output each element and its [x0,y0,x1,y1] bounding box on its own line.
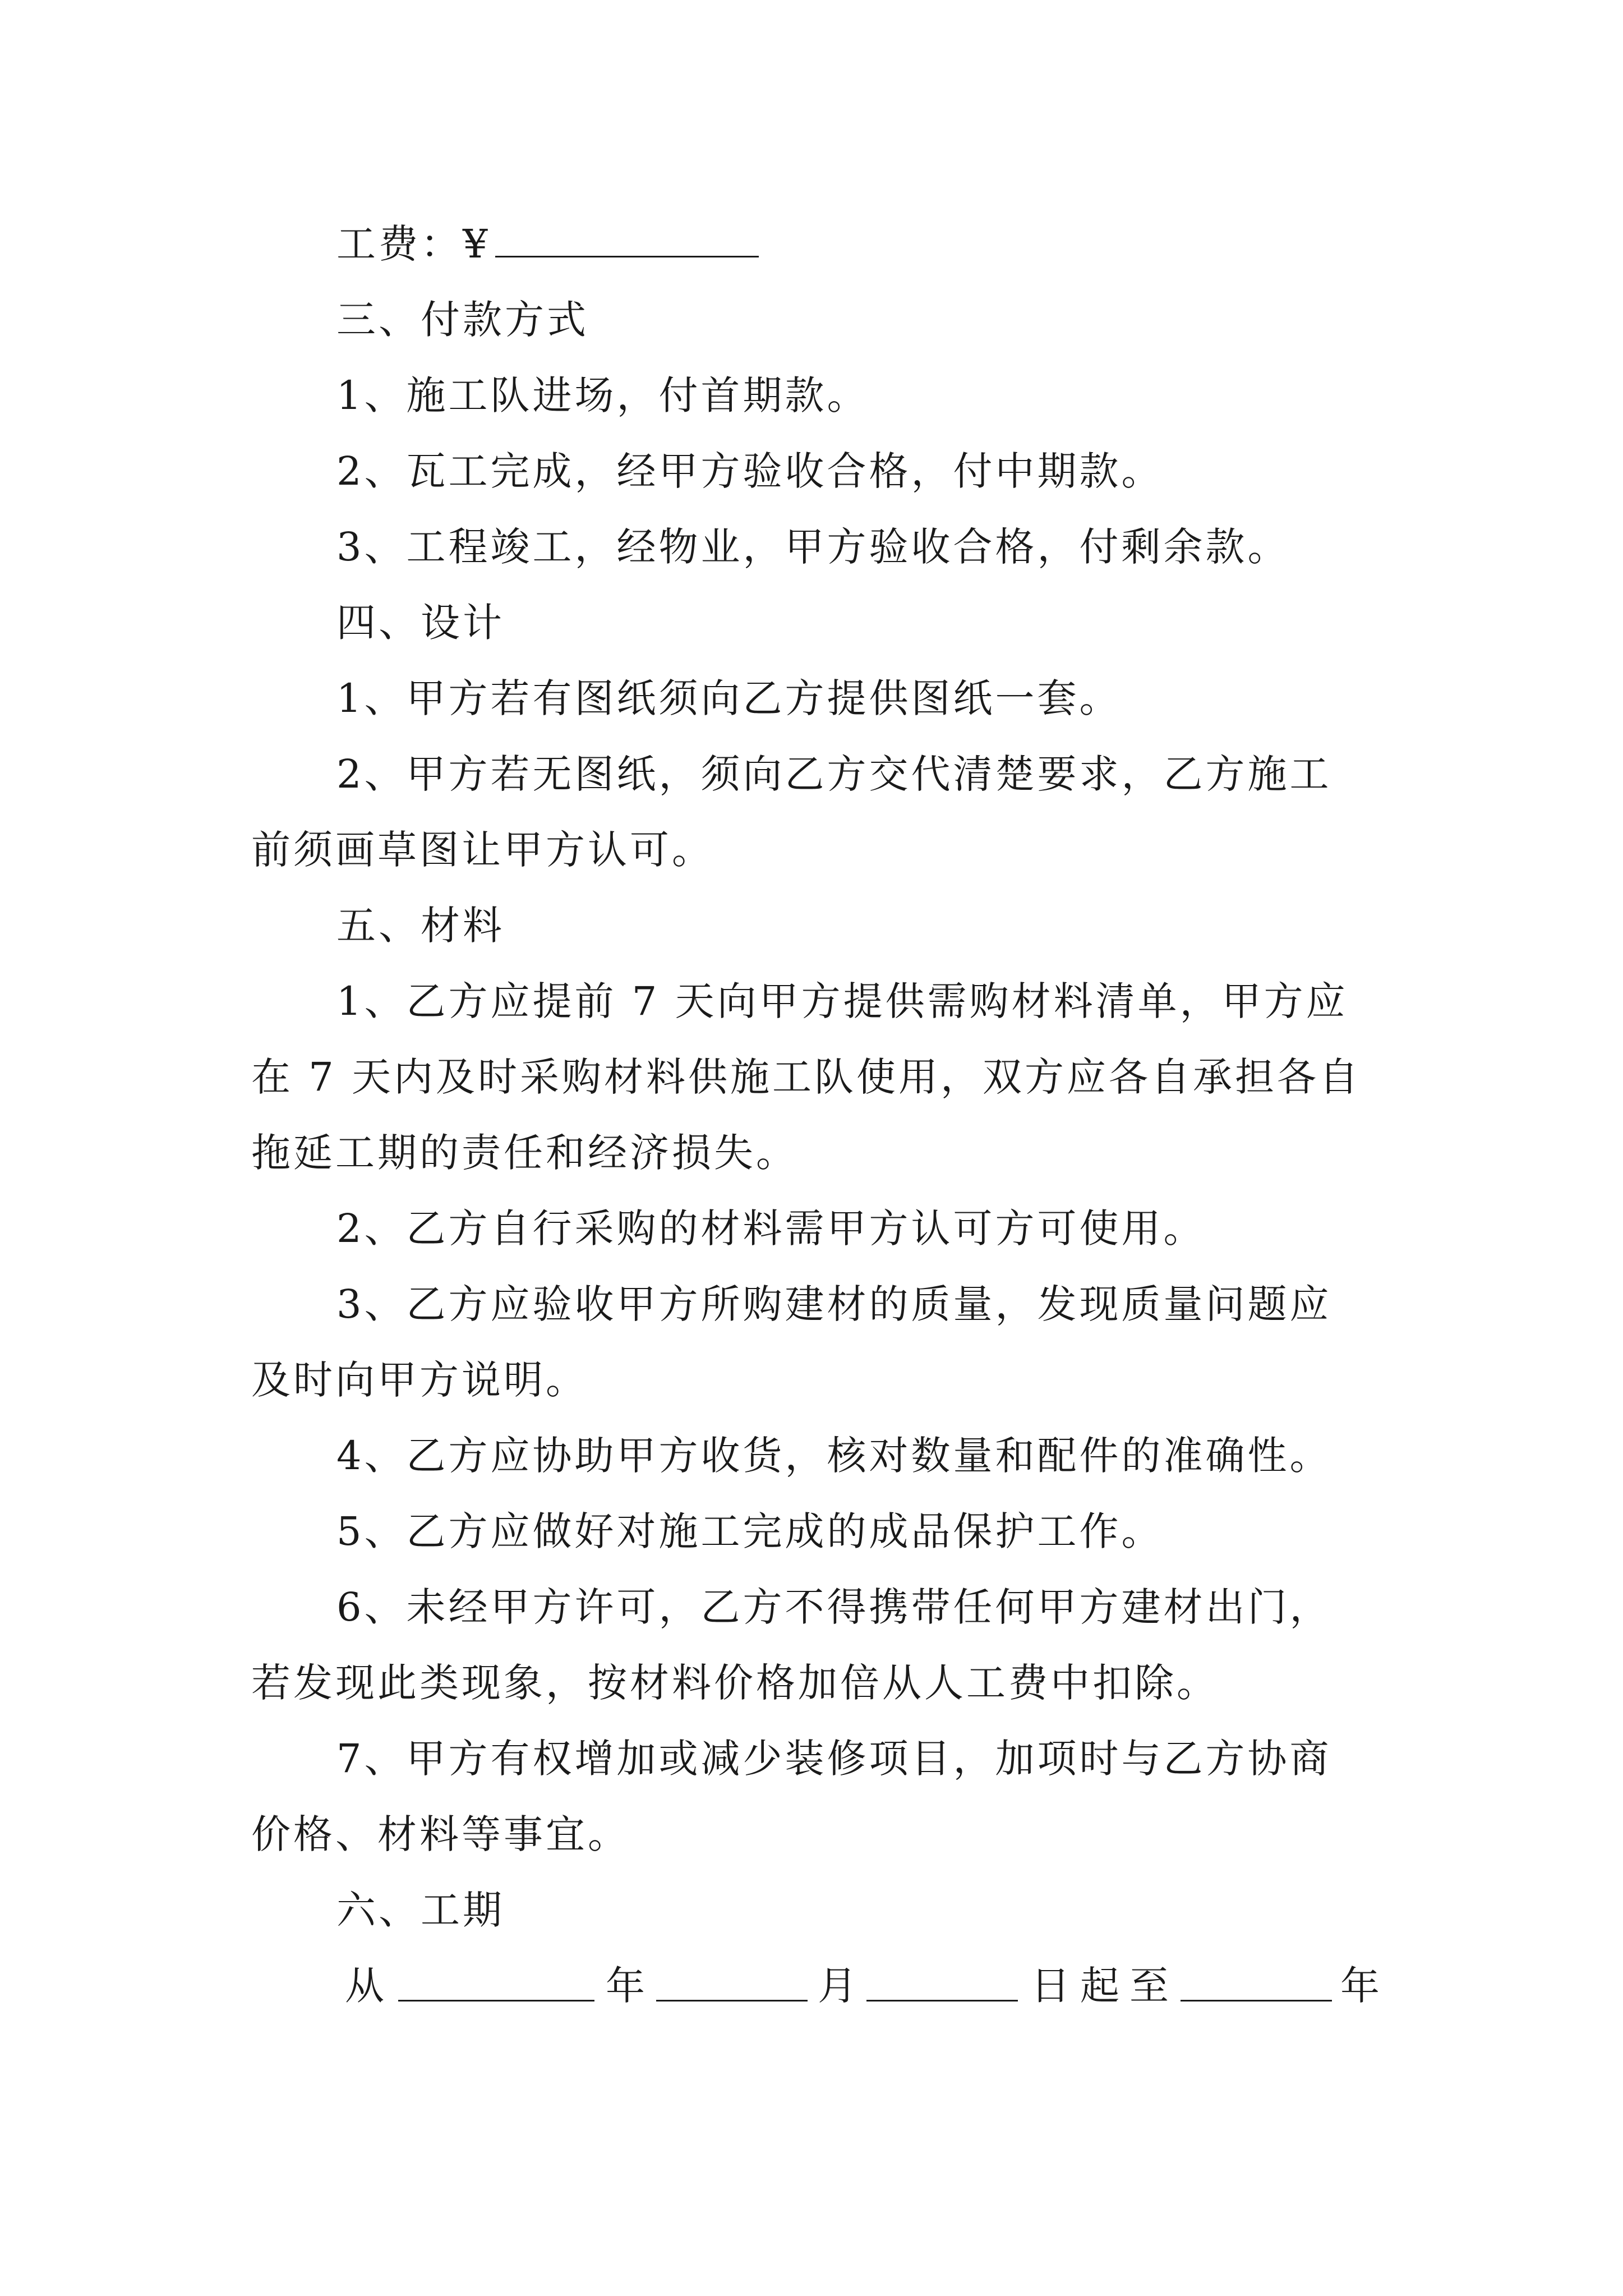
fee-line [336,216,759,272]
paragraph-line: 6、未经甲方许可，乙方不得携带任何甲方建材出门， [336,1584,1332,1630]
end-year-blank [1181,2000,1332,2001]
paragraph-line: 前须画草图让甲方认可。 [251,827,714,873]
paragraph-line: 2、乙方自行采购的材料需甲方认可方可使用。 [336,1205,1206,1251]
date-year-label: 年 [606,1963,645,2009]
paragraph-line: 2、甲方若无图纸，须向乙方交代清楚要求，乙方施工 [336,751,1332,797]
paragraph-line: 拖延工期的责任和经济损失。 [251,1130,798,1176]
start-day-blank [866,2000,1018,2001]
start-year-blank [398,2000,594,2001]
date-day-to-label: 日起至 [1031,1963,1179,2009]
paragraph-line: 价格、材料等事宜。 [251,1811,630,1857]
paragraph-line: 1、施工队进场，付首期款。 [336,372,869,418]
paragraph-line: 1、乙方应提前 7 天向甲方提供需购材料清单，甲方应 [336,978,1348,1024]
date-from: 从 [345,1963,384,2009]
paragraph-line: 1、甲方若有图纸须向乙方提供图纸一套。 [336,675,1122,721]
paragraph-line: 3、乙方应验收甲方所购建材的质量，发现质量问题应 [336,1281,1332,1327]
paragraph-line: 2、瓦工完成，经甲方验收合格，付中期款。 [336,448,1164,494]
section-title: 六、工期 [336,1887,505,1933]
paragraph-line: 若发现此类现象，按材料价格加倍从人工费中扣除。 [251,1660,1219,1706]
paragraph-line: 7、甲方有权增加或减少装修项目，加项时与乙方协商 [336,1736,1332,1782]
start-month-blank [656,2000,808,2001]
date-month-label: 月 [818,1963,857,2009]
section-title: 四、设计 [336,600,505,646]
paragraph-line: 在 7 天内及时采购材料供施工队使用，双方应各自承担各自 [251,1054,1362,1100]
fee-amount-blank [495,222,759,257]
paragraph-line: 5、乙方应做好对施工完成的成品保护工作。 [336,1508,1164,1554]
paragraph-line: 及时向甲方说明。 [251,1357,588,1403]
fee-label: 工费：¥ [336,221,491,267]
date-year2-label: 年 [1340,1963,1380,2009]
section-title: 三、付款方式 [336,297,589,343]
paragraph-line: 4、乙方应协助甲方收货，核对数量和配件的准确性。 [336,1433,1332,1479]
section-title: 五、材料 [336,903,505,949]
paragraph-line: 3、工程竣工，经物业，甲方验收合格，付剩余款。 [336,524,1290,570]
